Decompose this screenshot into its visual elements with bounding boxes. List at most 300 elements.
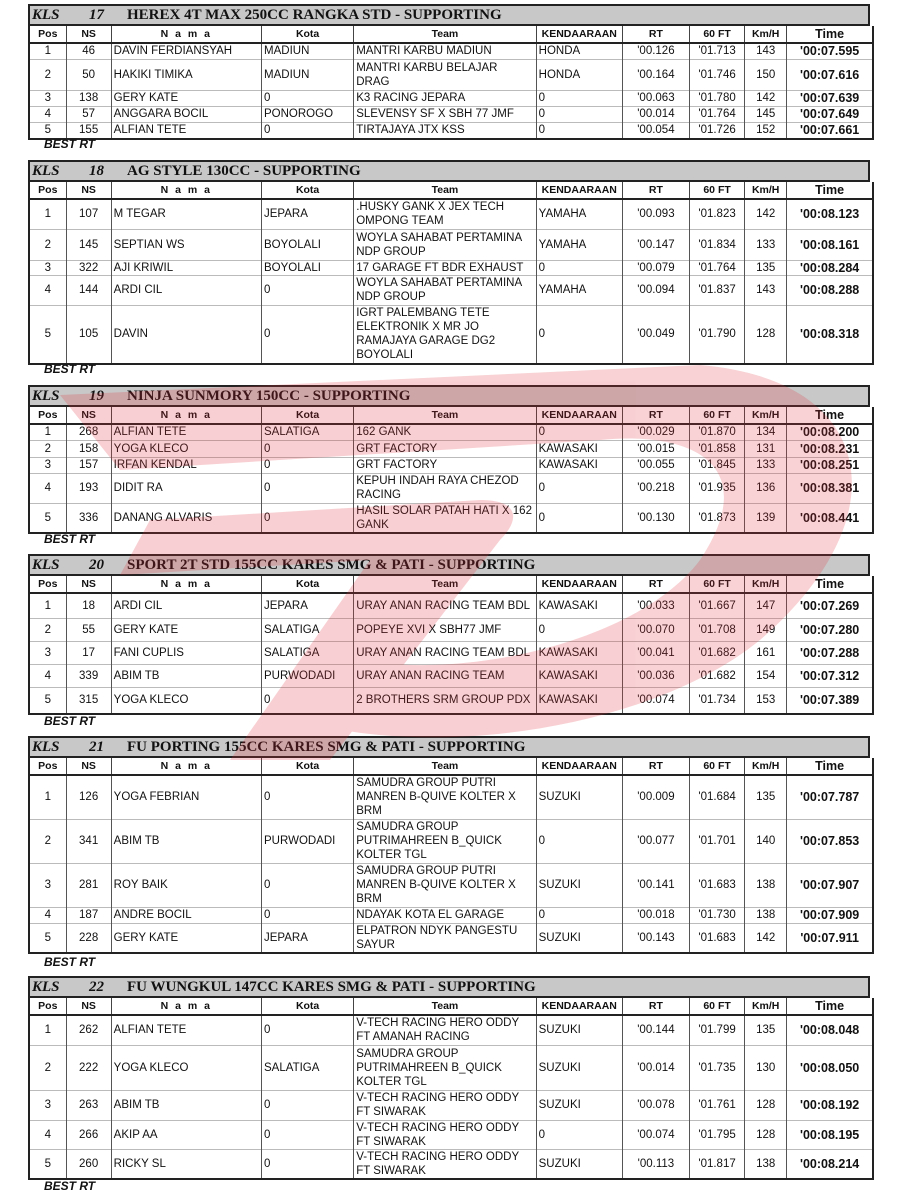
- cell-kendaraan: 0: [536, 503, 622, 533]
- cell-team: GRT FACTORY: [354, 440, 536, 457]
- cell-rt: '00.078: [622, 1090, 689, 1120]
- class-section-17: [28, 4, 870, 140]
- cell-60ft: '01.837: [690, 275, 745, 305]
- cell-kendaraan: HONDA: [536, 59, 622, 90]
- column-header-team: Team: [354, 998, 536, 1015]
- cell-rt: '00.036: [622, 664, 689, 687]
- cell-time: '00:07.389: [787, 687, 873, 714]
- cell-team: SAMUDRA GROUP PUTRI MANREN B-QUIVE KOLTER X BRM: [354, 863, 536, 907]
- cell-time: '00:07.280: [787, 618, 873, 641]
- column-header-pos: Pos: [29, 26, 66, 43]
- cell-rt: '00.093: [622, 199, 689, 229]
- cell-nama: ALFIAN TETE: [111, 424, 261, 440]
- class-section-20: [28, 554, 870, 715]
- cell-ns: 55: [66, 618, 111, 641]
- cell-ns: 18: [66, 593, 111, 618]
- column-header-pos: Pos: [29, 998, 66, 1015]
- column-header-time: Time: [787, 758, 873, 775]
- table-row: [29, 775, 873, 819]
- cell-time: '00:08.288: [787, 275, 873, 305]
- cell-kota: 0: [262, 305, 354, 364]
- cell-kota: PONOROGO: [262, 106, 354, 122]
- cell-kendaraan: SUZUKI: [536, 863, 622, 907]
- cell-rt: '00.143: [622, 923, 689, 953]
- cell-kmh: 142: [745, 90, 787, 106]
- cell-kota: 0: [262, 503, 354, 533]
- table-row: [29, 1090, 873, 1120]
- class-number: 22: [89, 979, 104, 995]
- cell-60ft: '01.667: [690, 593, 745, 618]
- cell-ns: 339: [66, 664, 111, 687]
- cell-team: NDAYAK KOTA EL GARAGE: [354, 907, 536, 923]
- cell-team: TIRTAJAYA JTX KSS: [354, 122, 536, 139]
- cell-kota: SALATIGA: [262, 641, 354, 664]
- class-label: KLS: [32, 388, 60, 404]
- cell-time: '00:07.853: [787, 819, 873, 863]
- cell-kota: 0: [262, 457, 354, 473]
- cell-nama: GERY KATE: [111, 923, 261, 953]
- cell-ns: 262: [66, 1015, 111, 1045]
- column-header-kendaraan: KENDAARAAN: [536, 576, 622, 593]
- cell-kendaraan: 0: [536, 473, 622, 503]
- table-header-row: [29, 758, 873, 775]
- column-header-time: Time: [787, 26, 873, 43]
- cell-kmh: 149: [745, 618, 787, 641]
- column-header-kendaraan: KENDAARAAN: [536, 998, 622, 1015]
- cell-kendaraan: 0: [536, 122, 622, 139]
- cell-kendaraan: YAMAHA: [536, 229, 622, 260]
- cell-kmh: 138: [745, 907, 787, 923]
- cell-team: V-TECH RACING HERO ODDY FT SIWARAK: [354, 1120, 536, 1149]
- cell-60ft: '01.845: [690, 457, 745, 473]
- table-row: [29, 473, 873, 503]
- cell-kendaraan: KAWASAKI: [536, 664, 622, 687]
- cell-kendaraan: HONDA: [536, 43, 622, 59]
- cell-kota: 0: [262, 473, 354, 503]
- cell-time: '00:07.907: [787, 863, 873, 907]
- class-label: KLS: [32, 557, 60, 573]
- class-name: FU PORTING 155CC KARES SMG & PATI - SUPPORTING: [127, 739, 526, 755]
- cell-pos: 2: [29, 819, 66, 863]
- table-row: [29, 1120, 873, 1149]
- cell-pos: 1: [29, 199, 66, 229]
- class-name: FU WUNGKUL 147CC KARES SMG & PATI - SUPPORTING: [127, 979, 536, 995]
- results-table: [28, 182, 874, 365]
- column-header-60ft: 60 FT: [690, 182, 745, 199]
- cell-team: SAMUDRA GROUP PUTRI MANREN B-QUIVE KOLTER X BRM: [354, 775, 536, 819]
- cell-kmh: 145: [745, 106, 787, 122]
- cell-nama: ABIM TB: [111, 664, 261, 687]
- cell-nama: ANGGARA BOCIL: [111, 106, 261, 122]
- column-header-kota: Kota: [262, 998, 354, 1015]
- cell-rt: '00.126: [622, 43, 689, 59]
- cell-time: '00:08.192: [787, 1090, 873, 1120]
- cell-nama: DAVIN: [111, 305, 261, 364]
- cell-team: HASIL SOLAR PATAH HATI X 162 GANK: [354, 503, 536, 533]
- cell-nama: YOGA KLECO: [111, 440, 261, 457]
- cell-kmh: 130: [745, 1045, 787, 1090]
- cell-nama: AJI KRIWIL: [111, 260, 261, 275]
- cell-60ft: '01.701: [690, 819, 745, 863]
- class-section-19: [28, 385, 870, 534]
- cell-nama: AKIP AA: [111, 1120, 261, 1149]
- class-title-bar: [28, 385, 870, 407]
- cell-kmh: 136: [745, 473, 787, 503]
- cell-pos: 2: [29, 59, 66, 90]
- cell-60ft: '01.735: [690, 1045, 745, 1090]
- cell-pos: 3: [29, 90, 66, 106]
- table-row: [29, 618, 873, 641]
- cell-pos: 1: [29, 593, 66, 618]
- column-header-kendaraan: KENDAARAAN: [536, 758, 622, 775]
- cell-team: 17 GARAGE FT BDR EXHAUST: [354, 260, 536, 275]
- cell-kota: 0: [262, 1090, 354, 1120]
- class-label: KLS: [32, 739, 60, 755]
- column-header-rt: RT: [622, 576, 689, 593]
- cell-kota: SALATIGA: [262, 1045, 354, 1090]
- cell-rt: '00.063: [622, 90, 689, 106]
- column-header-ns: NS: [66, 576, 111, 593]
- column-header-ns: NS: [66, 998, 111, 1015]
- cell-time: '00:08.214: [787, 1149, 873, 1179]
- cell-kota: SALATIGA: [262, 424, 354, 440]
- cell-team: URAY ANAN RACING TEAM BDL: [354, 593, 536, 618]
- table-row: [29, 664, 873, 687]
- table-row: [29, 457, 873, 473]
- cell-team: .HUSKY GANK X JEX TECH OMPONG TEAM: [354, 199, 536, 229]
- cell-time: '00:07.288: [787, 641, 873, 664]
- class-section-18: [28, 160, 870, 365]
- cell-time: '00:08.231: [787, 440, 873, 457]
- class-name: SPORT 2T STD 155CC KARES SMG & PATI - SUPPORTING: [127, 557, 536, 573]
- cell-kota: 0: [262, 90, 354, 106]
- cell-kota: 0: [262, 1015, 354, 1045]
- cell-pos: 3: [29, 863, 66, 907]
- column-header-team: Team: [354, 26, 536, 43]
- cell-rt: '00.074: [622, 1120, 689, 1149]
- column-header-rt: RT: [622, 998, 689, 1015]
- cell-kendaraan: KAWASAKI: [536, 641, 622, 664]
- class-title-bar: [28, 554, 870, 576]
- cell-ns: 322: [66, 260, 111, 275]
- column-header-team: Team: [354, 758, 536, 775]
- cell-60ft: '01.734: [690, 687, 745, 714]
- table-row: [29, 1045, 873, 1090]
- cell-kendaraan: SUZUKI: [536, 1015, 622, 1045]
- cell-time: '00:07.909: [787, 907, 873, 923]
- cell-ns: 144: [66, 275, 111, 305]
- cell-kmh: 128: [745, 1120, 787, 1149]
- column-header-kmh: Km/H: [745, 26, 787, 43]
- cell-60ft: '01.823: [690, 199, 745, 229]
- cell-pos: 1: [29, 1015, 66, 1045]
- cell-time: '00:07.639: [787, 90, 873, 106]
- class-title-bar: [28, 160, 870, 182]
- cell-team: SLEVENSY SF X SBH 77 JMF: [354, 106, 536, 122]
- class-section-21: [28, 736, 870, 954]
- cell-60ft: '01.764: [690, 260, 745, 275]
- table-row: [29, 1149, 873, 1179]
- cell-rt: '00.077: [622, 819, 689, 863]
- column-header-nama: N a m a: [111, 407, 261, 424]
- column-header-nama: N a m a: [111, 576, 261, 593]
- cell-kendaraan: SUZUKI: [536, 1045, 622, 1090]
- cell-kmh: 133: [745, 457, 787, 473]
- class-name: AG STYLE 130CC - SUPPORTING: [127, 163, 361, 179]
- best-rt-label: BEST RT: [44, 362, 96, 376]
- cell-nama: YOGA KLECO: [111, 1045, 261, 1090]
- cell-team: IGRT PALEMBANG TETE ELEKTRONIK X MR JO RAMAJAYA GARAGE DG2 BOYOLALI: [354, 305, 536, 364]
- cell-kmh: 128: [745, 1090, 787, 1120]
- results-table: [28, 758, 874, 954]
- cell-pos: 5: [29, 923, 66, 953]
- cell-nama: ARDI CIL: [111, 275, 261, 305]
- column-header-kendaraan: KENDAARAAN: [536, 26, 622, 43]
- cell-rt: '00.079: [622, 260, 689, 275]
- column-header-kmh: Km/H: [745, 407, 787, 424]
- class-number: 19: [89, 388, 104, 404]
- cell-ns: 126: [66, 775, 111, 819]
- cell-kmh: 128: [745, 305, 787, 364]
- cell-kota: JEPARA: [262, 593, 354, 618]
- cell-nama: ROY BAIK: [111, 863, 261, 907]
- column-header-ns: NS: [66, 407, 111, 424]
- cell-team: SAMUDRA GROUP PUTRIMAHREEN B_QUICK KOLTER TGL: [354, 819, 536, 863]
- cell-time: '00:07.787: [787, 775, 873, 819]
- cell-pos: 4: [29, 106, 66, 122]
- cell-kota: 0: [262, 1120, 354, 1149]
- cell-time: '00:08.251: [787, 457, 873, 473]
- column-header-60ft: 60 FT: [690, 407, 745, 424]
- column-header-kota: Kota: [262, 576, 354, 593]
- cell-60ft: '01.726: [690, 122, 745, 139]
- cell-team: URAY ANAN RACING TEAM: [354, 664, 536, 687]
- cell-kmh: 133: [745, 229, 787, 260]
- cell-kota: BOYOLALI: [262, 260, 354, 275]
- cell-nama: HAKIKI TIMIKA: [111, 59, 261, 90]
- cell-kendaraan: SUZUKI: [536, 1149, 622, 1179]
- cell-60ft: '01.746: [690, 59, 745, 90]
- class-label: KLS: [32, 163, 60, 179]
- cell-ns: 263: [66, 1090, 111, 1120]
- cell-team: GRT FACTORY: [354, 457, 536, 473]
- cell-ns: 222: [66, 1045, 111, 1090]
- column-header-team: Team: [354, 576, 536, 593]
- cell-rt: '00.018: [622, 907, 689, 923]
- cell-60ft: '01.799: [690, 1015, 745, 1045]
- cell-60ft: '01.713: [690, 43, 745, 59]
- column-header-team: Team: [354, 182, 536, 199]
- cell-ns: 341: [66, 819, 111, 863]
- cell-60ft: '01.682: [690, 641, 745, 664]
- class-label: KLS: [32, 7, 60, 23]
- cell-ns: 17: [66, 641, 111, 664]
- table-row: [29, 819, 873, 863]
- cell-time: '00:08.441: [787, 503, 873, 533]
- cell-kendaraan: 0: [536, 618, 622, 641]
- cell-pos: 4: [29, 664, 66, 687]
- cell-60ft: '01.708: [690, 618, 745, 641]
- cell-rt: '00.147: [622, 229, 689, 260]
- cell-kota: MADIUN: [262, 43, 354, 59]
- table-row: [29, 229, 873, 260]
- cell-kendaraan: 0: [536, 1120, 622, 1149]
- cell-ns: 336: [66, 503, 111, 533]
- cell-60ft: '01.834: [690, 229, 745, 260]
- cell-ns: 268: [66, 424, 111, 440]
- table-header-row: [29, 998, 873, 1015]
- cell-nama: DIDIT RA: [111, 473, 261, 503]
- results-table: [28, 998, 874, 1180]
- cell-kmh: 150: [745, 59, 787, 90]
- cell-kmh: 135: [745, 775, 787, 819]
- table-row: [29, 641, 873, 664]
- class-number: 18: [89, 163, 104, 179]
- cell-pos: 1: [29, 43, 66, 59]
- results-table: [28, 407, 874, 534]
- cell-pos: 3: [29, 260, 66, 275]
- table-row: [29, 424, 873, 440]
- class-name: HEREX 4T MAX 250CC RANGKA STD - SUPPORTING: [127, 7, 502, 23]
- cell-pos: 2: [29, 618, 66, 641]
- cell-60ft: '01.873: [690, 503, 745, 533]
- column-header-kendaraan: KENDAARAAN: [536, 407, 622, 424]
- cell-ns: 193: [66, 473, 111, 503]
- table-row: [29, 43, 873, 59]
- column-header-rt: RT: [622, 758, 689, 775]
- table-row: [29, 305, 873, 364]
- cell-ns: 281: [66, 863, 111, 907]
- column-header-nama: N a m a: [111, 758, 261, 775]
- table-row: [29, 440, 873, 457]
- cell-kota: PURWODADI: [262, 664, 354, 687]
- cell-kendaraan: KAWASAKI: [536, 593, 622, 618]
- cell-pos: 4: [29, 275, 66, 305]
- table-row: [29, 59, 873, 90]
- column-header-pos: Pos: [29, 182, 66, 199]
- cell-team: SAMUDRA GROUP PUTRIMAHREEN B_QUICK KOLTER TGL: [354, 1045, 536, 1090]
- cell-kmh: 138: [745, 863, 787, 907]
- table-row: [29, 593, 873, 618]
- cell-pos: 4: [29, 1120, 66, 1149]
- table-row: [29, 275, 873, 305]
- cell-rt: '00.094: [622, 275, 689, 305]
- column-header-60ft: 60 FT: [690, 576, 745, 593]
- cell-time: '00:08.200: [787, 424, 873, 440]
- class-number: 21: [89, 739, 104, 755]
- cell-rt: '00.009: [622, 775, 689, 819]
- table-row: [29, 199, 873, 229]
- cell-60ft: '01.683: [690, 923, 745, 953]
- cell-kmh: 161: [745, 641, 787, 664]
- cell-pos: 4: [29, 907, 66, 923]
- cell-time: '00:08.318: [787, 305, 873, 364]
- cell-kota: 0: [262, 775, 354, 819]
- cell-nama: ANDRE BOCIL: [111, 907, 261, 923]
- cell-kota: 0: [262, 687, 354, 714]
- column-header-pos: Pos: [29, 576, 66, 593]
- cell-ns: 138: [66, 90, 111, 106]
- cell-kota: JEPARA: [262, 923, 354, 953]
- cell-nama: GERY KATE: [111, 618, 261, 641]
- cell-ns: 50: [66, 59, 111, 90]
- cell-ns: 46: [66, 43, 111, 59]
- cell-pos: 5: [29, 122, 66, 139]
- cell-kmh: 131: [745, 440, 787, 457]
- cell-nama: YOGA FEBRIAN: [111, 775, 261, 819]
- cell-pos: 3: [29, 641, 66, 664]
- column-header-ns: NS: [66, 758, 111, 775]
- cell-pos: 4: [29, 473, 66, 503]
- column-header-nama: N a m a: [111, 998, 261, 1015]
- cell-kmh: 142: [745, 923, 787, 953]
- cell-60ft: '01.858: [690, 440, 745, 457]
- cell-60ft: '01.817: [690, 1149, 745, 1179]
- cell-rt: '00.054: [622, 122, 689, 139]
- column-header-rt: RT: [622, 407, 689, 424]
- cell-kota: BOYOLALI: [262, 229, 354, 260]
- cell-nama: GERY KATE: [111, 90, 261, 106]
- class-title-bar: [28, 4, 870, 26]
- cell-kendaraan: SUZUKI: [536, 1090, 622, 1120]
- table-row: [29, 907, 873, 923]
- cell-time: '00:07.269: [787, 593, 873, 618]
- table-row: [29, 503, 873, 533]
- cell-nama: DAVIN FERDIANSYAH: [111, 43, 261, 59]
- cell-time: '00:07.649: [787, 106, 873, 122]
- cell-ns: 158: [66, 440, 111, 457]
- cell-ns: 157: [66, 457, 111, 473]
- cell-rt: '00.033: [622, 593, 689, 618]
- cell-time: '00:07.595: [787, 43, 873, 59]
- table-row: [29, 923, 873, 953]
- column-header-time: Time: [787, 182, 873, 199]
- cell-kendaraan: SUZUKI: [536, 923, 622, 953]
- cell-team: V-TECH RACING HERO ODDY FT AMANAH RACING: [354, 1015, 536, 1045]
- class-title-bar: [28, 736, 870, 758]
- cell-kendaraan: 0: [536, 260, 622, 275]
- cell-60ft: '01.870: [690, 424, 745, 440]
- column-header-ns: NS: [66, 26, 111, 43]
- cell-time: '00:08.161: [787, 229, 873, 260]
- cell-pos: 3: [29, 457, 66, 473]
- class-label: KLS: [32, 979, 60, 995]
- cell-rt: '00.164: [622, 59, 689, 90]
- cell-time: '00:08.123: [787, 199, 873, 229]
- cell-time: '00:07.312: [787, 664, 873, 687]
- column-header-nama: N a m a: [111, 182, 261, 199]
- cell-kota: PURWODADI: [262, 819, 354, 863]
- cell-kota: JEPARA: [262, 199, 354, 229]
- results-table: [28, 576, 874, 715]
- column-header-kendaraan: KENDAARAAN: [536, 182, 622, 199]
- cell-kendaraan: KAWASAKI: [536, 457, 622, 473]
- cell-kota: 0: [262, 440, 354, 457]
- cell-kendaraan: KAWASAKI: [536, 440, 622, 457]
- cell-nama: ALFIAN TETE: [111, 122, 261, 139]
- cell-kota: 0: [262, 863, 354, 907]
- cell-kendaraan: YAMAHA: [536, 199, 622, 229]
- cell-team: 162 GANK: [354, 424, 536, 440]
- column-header-kmh: Km/H: [745, 182, 787, 199]
- cell-time: '00:07.911: [787, 923, 873, 953]
- cell-time: '00:08.195: [787, 1120, 873, 1149]
- cell-pos: 5: [29, 305, 66, 364]
- cell-kendaraan: 0: [536, 106, 622, 122]
- cell-nama: ARDI CIL: [111, 593, 261, 618]
- cell-nama: RICKY SL: [111, 1149, 261, 1179]
- cell-ns: 155: [66, 122, 111, 139]
